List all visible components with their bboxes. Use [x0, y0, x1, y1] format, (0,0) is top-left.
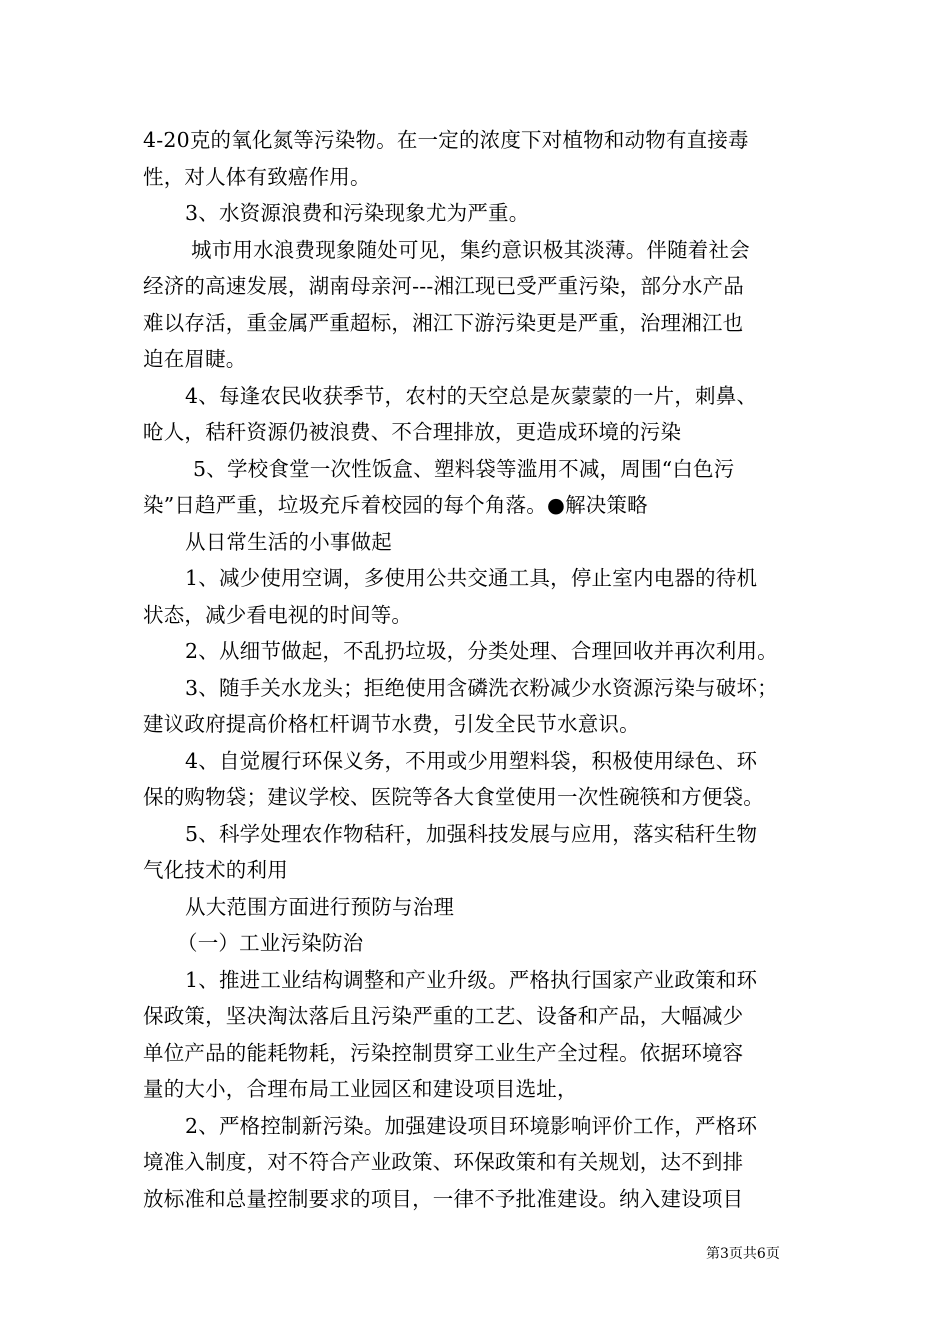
text-line: 2、严格控制新污染。加强建设项目环境影响评价工作，严格环	[185, 1113, 758, 1138]
text-line: 放标准和总量控制要求的项目，一律不予批准建设。纳入建设项目	[143, 1186, 744, 1211]
text-line: 4-20克的氧化氮等污染物。在一定的浓度下对植物和动物有直接毒	[143, 128, 749, 152]
text-line: 4、自觉履行环保义务，不用或少用塑料袋，积极使用绿色、环	[185, 748, 758, 773]
text-line: （一）工业污染防治	[177, 931, 364, 955]
document-body	[143, 122, 815, 1217]
text-line: 从日常生活的小事做起	[185, 529, 392, 554]
text-line: 5、学校食堂一次性饭盒、塑料袋等滥用不减，周围“白色污	[193, 456, 735, 481]
text-line: 1、减少使用空调，多使用公共交通工具，停止室内电器的待机	[185, 566, 758, 590]
text-line: 性，对人体有致癌作用。	[143, 164, 371, 189]
text-line: 城市用水浪费现象随处可见，集约意识极其淡薄。伴随着社会	[191, 237, 750, 262]
text-line: 呛人，秸秆资源仍被浪费、不合理排放，更造成环境的污染	[143, 420, 682, 444]
text-line: 染”日趋严重，垃圾充斥着校园的每个角落。●解决策略	[143, 493, 648, 517]
text-line: 难以存活，重金属严重超标，湘江下游污染更是严重，治理湘江也	[143, 310, 744, 335]
text-line: 保政策，坚决淘汰落后且污染严重的工艺、设备和产品，大幅减少	[143, 1004, 744, 1028]
text-line: 量的大小，合理布局工业园区和建设项目选址，	[143, 1077, 578, 1101]
text-line: 5、科学处理农作物秸秆，加强科技发展与应用，落实秸秆生物	[185, 821, 758, 846]
text-line: 从大范围方面进行预防与治理	[185, 894, 455, 919]
text-line: 1、推进工业结构调整和产业升级。严格执行国家产业政策和环	[185, 967, 758, 992]
text-line: 3、水资源浪费和污染现象尤为严重。	[185, 201, 530, 225]
text-line: 单位产品的能耗物耗，污染控制贯穿工业生产全过程。依据环境容	[143, 1040, 744, 1065]
text-line: 保的购物袋；建议学校、医院等各大食堂使用一次性碗筷和方便袋。	[143, 785, 764, 809]
text-line: 气化技术的利用	[143, 858, 288, 882]
text-line: 2、从细节做起，不乱扔垃圾，分类处理、合理回收并再次利用。	[185, 639, 778, 663]
text-line: 建议政府提高价格杠杆调节水费，引发全民节水意识。	[143, 712, 640, 736]
text-line: 状态，减少看电视的时间等。	[143, 602, 413, 627]
text-line: 迫在眉睫。	[143, 347, 247, 371]
page-number: 第3页共6页	[706, 1246, 780, 1262]
text-line: 4、每逢农民收获季节，农村的天空总是灰蒙蒙的一片，刺鼻、	[185, 383, 758, 408]
text-line: 境准入制度，对不符合产业政策、环保政策和有关规划，达不到排	[143, 1150, 744, 1174]
text-line: 经济的高速发展，湖南母亲河---湘江现已受严重污染，部分水产品	[143, 274, 744, 298]
text-line: 3、随手关水龙头；拒绝使用含磷洗衣粉减少水资源污染与破坏；	[185, 675, 778, 700]
